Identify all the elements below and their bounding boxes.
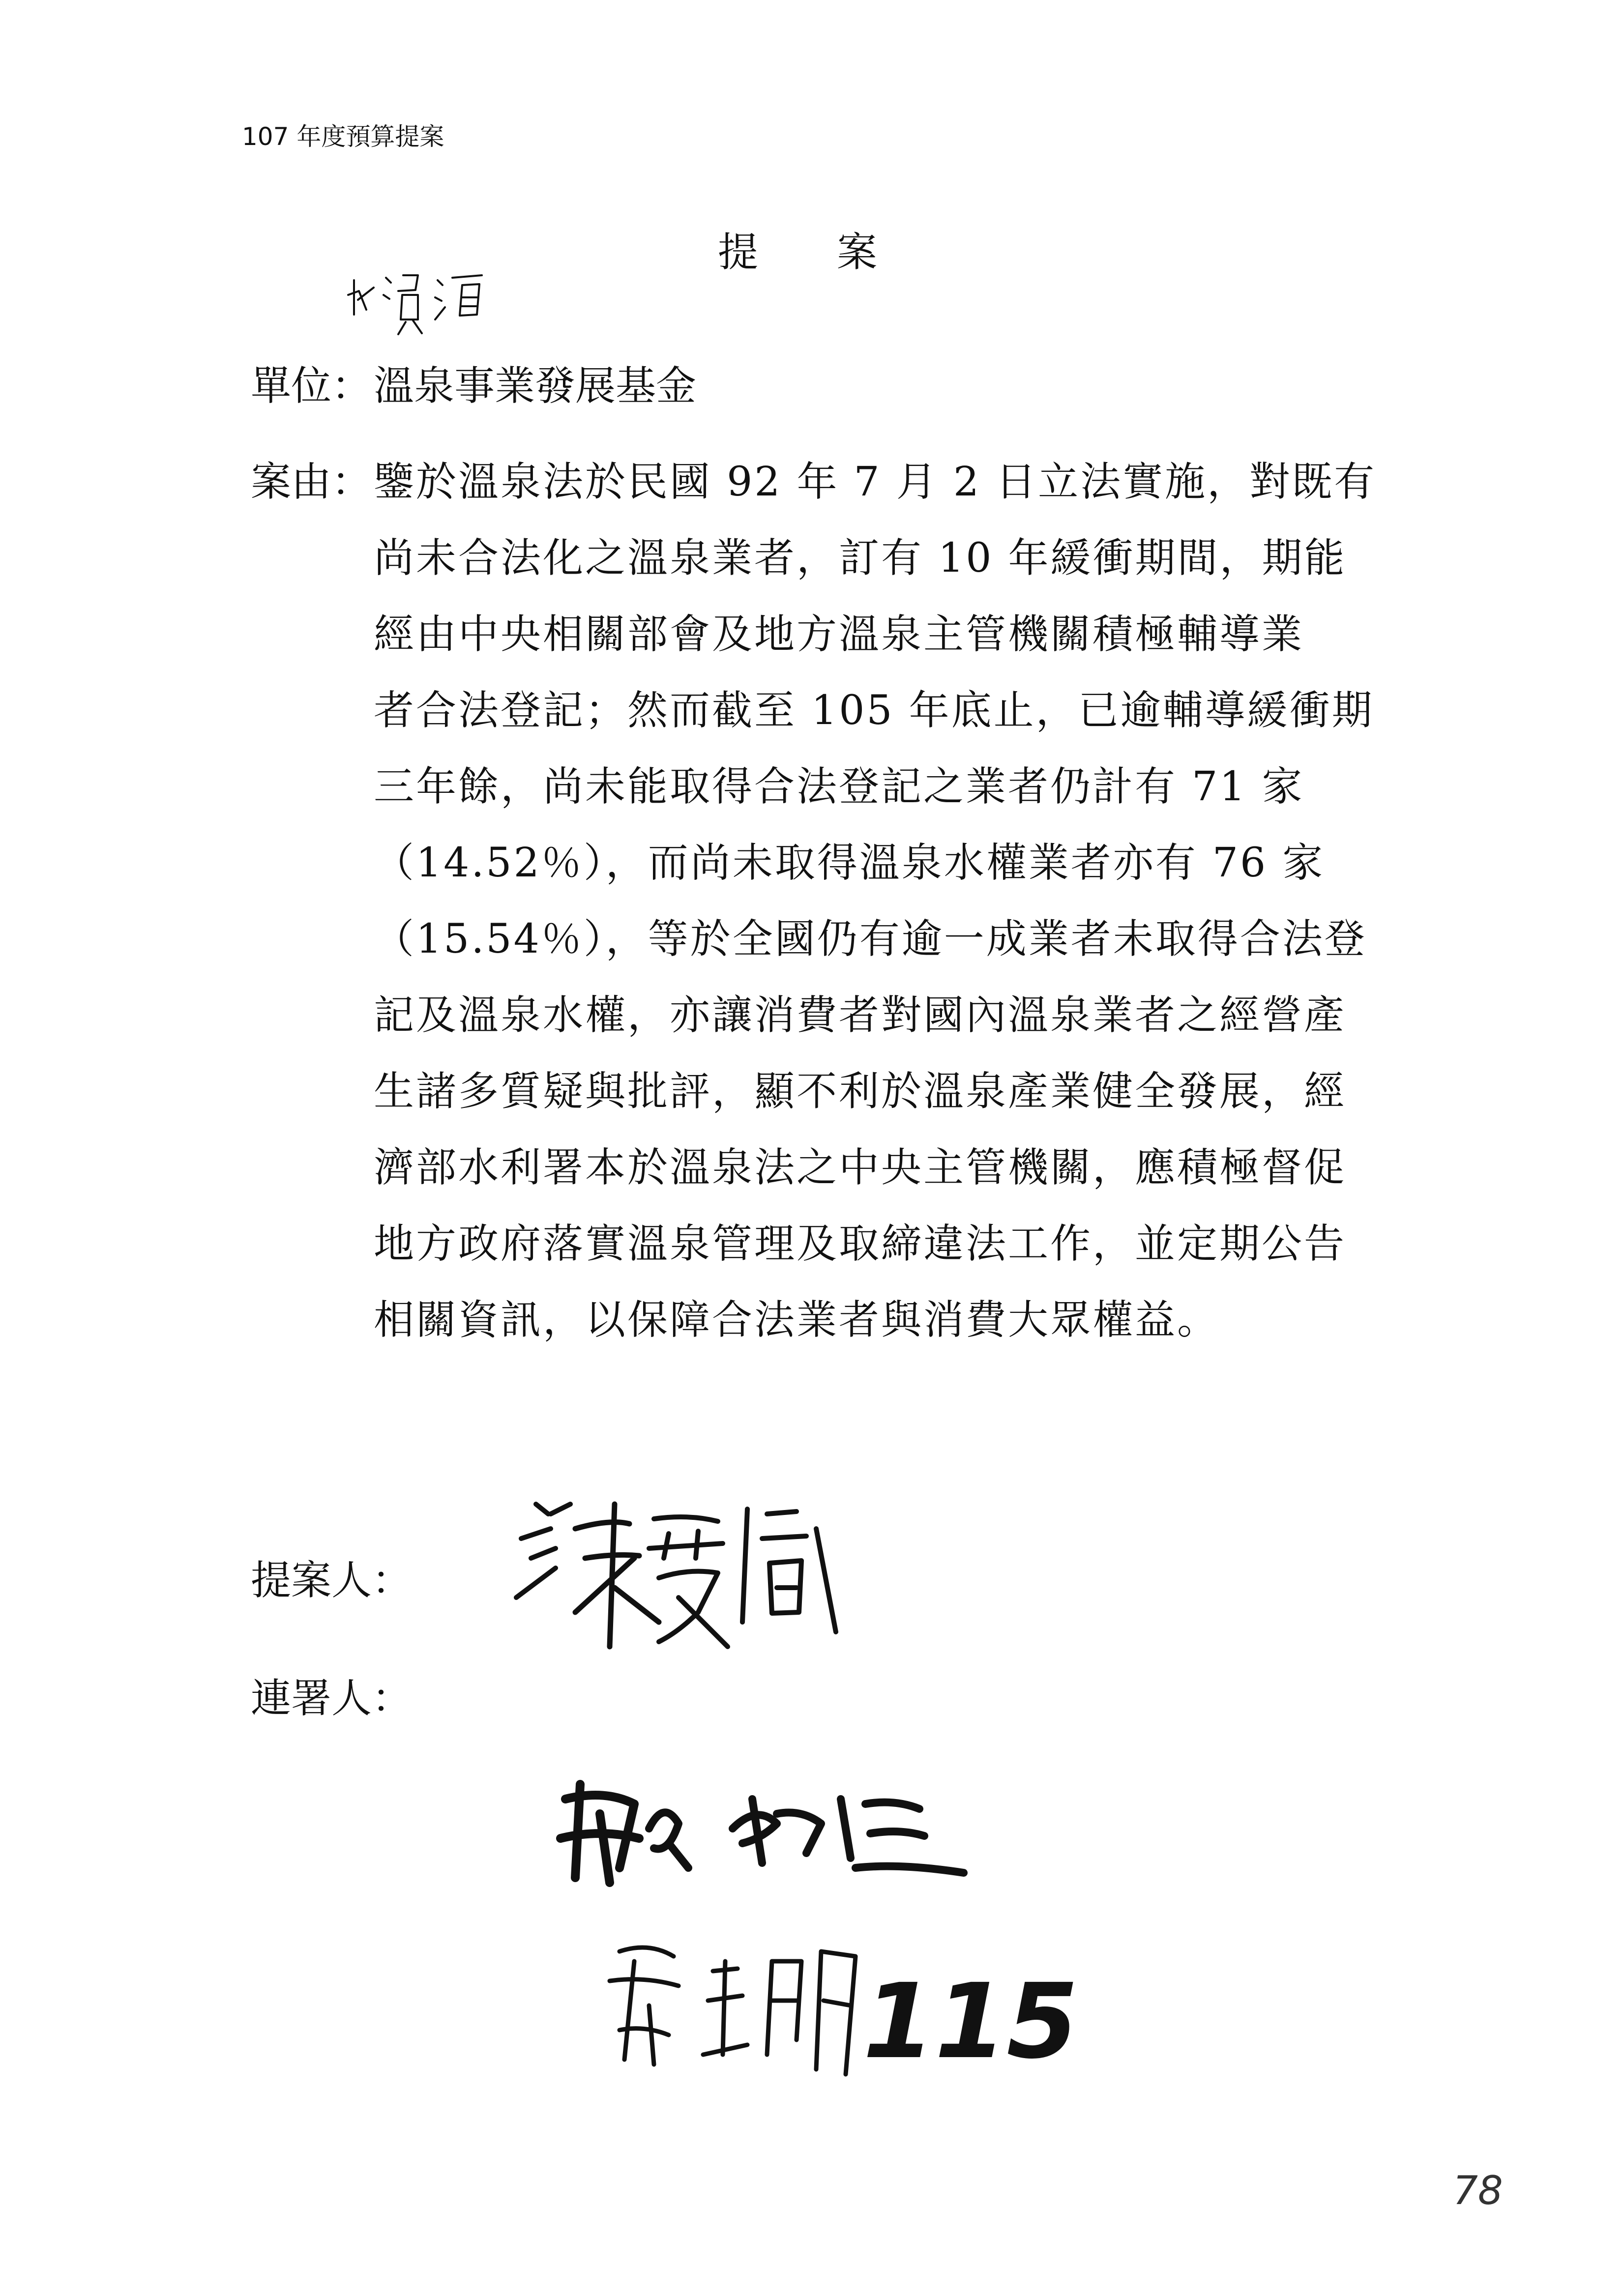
reason-label: 案由： [251,459,372,505]
reason-line: 記及溫泉水權，亦讓消費者對國內溫泉業者之經營產 [374,992,1347,1039]
reason-line: 經由中央相關部會及地方溫泉主管機關積極輔導業 [374,611,1304,658]
handwritten-note [344,261,502,344]
document-header: 107 年度預算提案 [242,122,444,151]
unit-label: 單位： [251,363,372,409]
cosigner-signature [590,1932,885,2089]
reason-line: 尚未合法化之溫泉業者，訂有 10 年緩衝期間，期能 [374,535,1347,581]
reason-line: （14.52％），而尚未取得溫泉水權業者亦有 76 家 [374,840,1325,886]
reason-line: 者合法登記；然而截至 105 年底止，已逾輔導緩衝期 [374,687,1374,734]
reason-line: 鑒於溫泉法於民國 92 年 7 月 2 日立法實施，對既有 [374,459,1377,505]
signature-number: 115 [863,1961,1079,2082]
cosigner-signature [546,1770,988,1897]
reason-line: 三年餘，尚未能取得合法登記之業者仍計有 71 家 [374,763,1304,810]
reason-line: 濟部水利署本於溫泉法之中央主管機關，應積極督促 [374,1144,1347,1191]
reason-line: （15.54％），等於全國仍有逾一成業者未取得合法登 [374,916,1367,962]
unit-value: 溫泉事業發展基金 [374,363,697,409]
reason-line: 地方政府落實溫泉管理及取締違法工作，並定期公告 [374,1221,1347,1267]
proposer-label: 提案人： [251,1557,413,1604]
reason-line: 生諸多質疑與批評，顯不利於溫泉產業健全發展，經 [374,1068,1347,1115]
proposer-signature [502,1484,885,1666]
cosigner-label: 連署人： [251,1675,413,1722]
reason-line: 相關資訊，以保障合法業者與消費大眾權益。 [374,1297,1220,1343]
document-title: 提案 [718,229,956,276]
page-number: 78 [1453,2168,1503,2213]
